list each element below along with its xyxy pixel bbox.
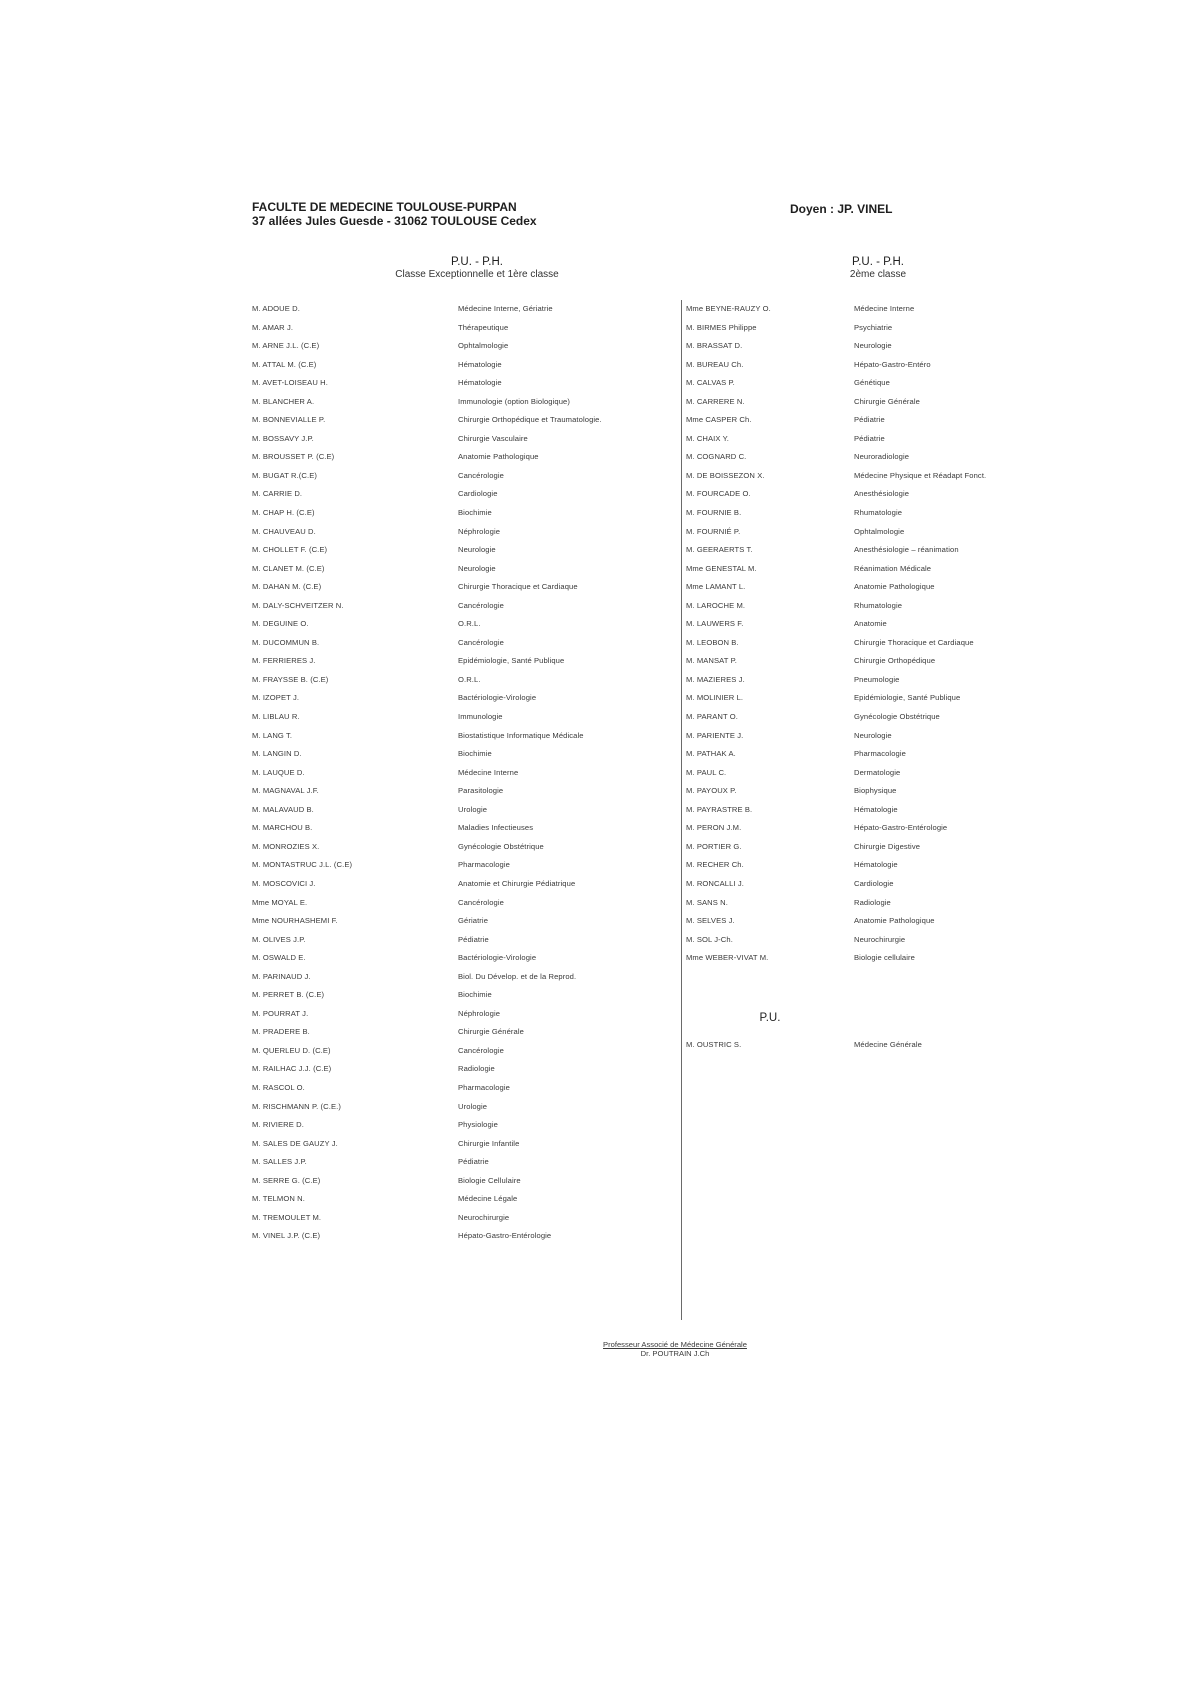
professor-name: M. SERRE G. (C.E) xyxy=(252,1175,321,1185)
faculty-row xyxy=(252,1231,672,1250)
specialty: Immunologie (option Biologique) xyxy=(458,396,571,406)
specialty: Hépato-Gastro-Entérologie xyxy=(854,823,948,833)
specialty: Biostatistique Informatique Médicale xyxy=(458,730,584,740)
specialty: Thérapeutique xyxy=(458,322,509,332)
faculty-row xyxy=(686,916,1086,935)
professor-name: M. MOSCOVICI J. xyxy=(252,878,316,888)
specialty: Pharmacologie xyxy=(458,1082,510,1092)
professor-name: M. MAGNAVAL J.F. xyxy=(252,786,319,796)
professor-name: M. FRAYSSE B. (C.E) xyxy=(252,674,329,684)
professor-name: M. ATTAL M. (C.E) xyxy=(252,359,317,369)
professor-name: M. LAUWERS F. xyxy=(686,619,744,629)
faculty-row xyxy=(686,842,1086,861)
professor-name: M. PAYOUX P. xyxy=(686,786,737,796)
specialty: Urologie xyxy=(458,804,488,814)
faculty-row xyxy=(252,1139,672,1158)
faculty-row xyxy=(252,693,672,712)
faculty-row xyxy=(686,805,1086,824)
faculty-row xyxy=(252,1194,672,1213)
professor-name: M. DAHAN M. (C.E) xyxy=(252,582,322,592)
professor-name: M. COGNARD C. xyxy=(686,452,747,462)
faculty-row xyxy=(686,860,1086,879)
specialty: Pneumologie xyxy=(854,674,900,684)
specialty: Bactériologie-Virologie xyxy=(458,953,537,963)
professor-name: M. LAROCHE M. xyxy=(686,600,746,610)
specialty: Maladies Infectieuses xyxy=(458,823,534,833)
specialty: Hématologie xyxy=(458,378,502,388)
faculty-row xyxy=(252,471,672,490)
specialty: O.R.L. xyxy=(458,674,481,684)
column-divider xyxy=(681,300,682,1320)
faculty-row xyxy=(252,452,672,471)
specialty: Biologie Cellulaire xyxy=(458,1175,521,1185)
faculty-row xyxy=(252,1009,672,1028)
professor-name: M. MALAVAUD B. xyxy=(252,804,314,814)
specialty: Chirurgie Infantile xyxy=(458,1138,520,1148)
faculty-row xyxy=(252,1213,672,1232)
professor-name: M. RISCHMANN P. (C.E.) xyxy=(252,1101,341,1111)
specialty: Gynécologie Obstétrique xyxy=(854,712,940,722)
specialty: Anatomie Pathologique xyxy=(854,916,935,926)
professor-name: M. BIRMES Philippe xyxy=(686,322,757,332)
professor-name: Mme LAMANT L. xyxy=(686,582,746,592)
specialty: Anesthésiologie xyxy=(854,489,910,499)
specialty: Pédiatrie xyxy=(854,433,885,443)
specialty: Parasitologie xyxy=(458,786,504,796)
professor-name: M. OSWALD E. xyxy=(252,953,306,963)
specialty: Médecine Interne xyxy=(458,767,519,777)
specialty: Dermatologie xyxy=(854,767,901,777)
faculty-row xyxy=(252,545,672,564)
faculty-row xyxy=(686,656,1086,675)
faculty-row xyxy=(686,304,1086,323)
professor-name: M. PATHAK A. xyxy=(686,749,736,759)
specialty: Ophtalmologie xyxy=(854,526,905,536)
faculty-row xyxy=(686,508,1086,527)
specialty: Hépato-Gastro-Entérologie xyxy=(458,1231,552,1241)
faculty-row xyxy=(686,786,1086,805)
left-section-title: P.U. - P.H. xyxy=(451,256,503,268)
professor-name: M. MAZIERES J. xyxy=(686,674,745,684)
specialty: Anatomie et Chirurgie Pédiatrique xyxy=(458,878,576,888)
specialty: Médecine Interne xyxy=(854,304,915,313)
professor-name: M. SOL J-Ch. xyxy=(686,934,733,944)
specialty: Chirurgie Générale xyxy=(854,396,920,406)
specialty: Médecine Physique et Réadapt Fonct. xyxy=(854,470,987,480)
professor-name: M. ARNE J.L. (C.E) xyxy=(252,341,320,351)
faculty-row xyxy=(686,675,1086,694)
faculty-row xyxy=(252,898,672,917)
specialty: Neurologie xyxy=(458,545,496,555)
faculty-row xyxy=(252,601,672,620)
professor-name: M. RIVIERE D. xyxy=(252,1120,304,1130)
faculty-row xyxy=(252,916,672,935)
professor-name: M. ADOUE D. xyxy=(252,304,300,313)
professor-name: M. CARRIE D. xyxy=(252,489,303,499)
faculty-row xyxy=(252,1176,672,1195)
specialty: Médecine Interne, Gériatrie xyxy=(458,304,553,313)
specialty: Radiologie xyxy=(458,1064,495,1074)
specialty: Hématologie xyxy=(458,359,502,369)
specialty: Cancérologie xyxy=(458,600,504,610)
specialty: Rhumatologie xyxy=(854,600,903,610)
faculty-row xyxy=(252,1102,672,1121)
specialty: Pédiatrie xyxy=(854,415,885,425)
professor-name: M. CALVAS P. xyxy=(686,378,735,388)
faculty-row xyxy=(252,953,672,972)
specialty: Réanimation Médicale xyxy=(854,563,932,573)
professor-name: M. BONNEVIALLE P. xyxy=(252,415,326,425)
professor-name: M. VINEL J.P. (C.E) xyxy=(252,1231,321,1241)
faculty-header xyxy=(252,200,537,228)
professor-name: M. MARCHOU B. xyxy=(252,823,313,833)
specialty: Neurologie xyxy=(458,563,496,573)
faculty-row xyxy=(252,749,672,768)
professor-name: M. LANGIN D. xyxy=(252,749,302,759)
professor-name: Mme CASPER Ch. xyxy=(686,415,752,425)
faculty-row xyxy=(686,489,1086,508)
professor-name: M. BOSSAVY J.P. xyxy=(252,433,314,443)
professor-name: M. MOLINIER L. xyxy=(686,693,744,703)
faculty-row xyxy=(252,527,672,546)
faculty-row xyxy=(252,619,672,638)
faculty-row xyxy=(686,768,1086,787)
right-section-title: P.U. - P.H. xyxy=(852,256,904,268)
professor-name: M. LEOBON B. xyxy=(686,637,739,647)
professor-name: M. AVET-LOISEAU H. xyxy=(252,378,328,388)
specialty: Chirurgie Digestive xyxy=(854,841,921,851)
faculty-row xyxy=(686,1040,1086,1059)
professor-name: M. GEERAERTS T. xyxy=(686,545,753,555)
professor-name: M. RONCALLI J. xyxy=(686,878,744,888)
specialty: Biol. Du Dévelop. et de la Reprod. xyxy=(458,971,577,981)
faculty-row xyxy=(252,990,672,1009)
specialty: Biochimie xyxy=(458,990,492,1000)
faculty-row xyxy=(686,323,1086,342)
faculty-row xyxy=(686,879,1086,898)
faculty-row xyxy=(252,1083,672,1102)
specialty: O.R.L. xyxy=(458,619,481,629)
specialty: Neurochirurgie xyxy=(458,1212,510,1222)
specialty: Neurologie xyxy=(854,341,892,351)
faculty-row xyxy=(252,489,672,508)
left-faculty-list xyxy=(252,304,672,1250)
professor-name: M. PORTIER G. xyxy=(686,841,742,851)
specialty: Pharmacologie xyxy=(458,860,510,870)
specialty: Chirurgie Orthopédique xyxy=(854,656,936,666)
dean-label: Doyen : JP. VINEL xyxy=(790,202,893,216)
specialty: Chirurgie Thoracique et Cardiaque xyxy=(458,582,578,592)
professor-name: M. SALLES J.P. xyxy=(252,1157,307,1167)
faculty-row xyxy=(686,898,1086,917)
specialty: Neuroradiologie xyxy=(854,452,910,462)
specialty: Cancérologie xyxy=(458,897,504,907)
specialty: Pharmacologie xyxy=(854,749,906,759)
faculty-name: FACULTE DE MEDECINE TOULOUSE-PURPAN xyxy=(252,200,517,214)
faculty-row xyxy=(252,1027,672,1046)
specialty: Chirurgie Générale xyxy=(458,1027,524,1037)
professor-name: M. PAUL C. xyxy=(686,767,727,777)
right-faculty-list xyxy=(686,304,1086,972)
professor-name: M. PERRET B. (C.E) xyxy=(252,990,325,1000)
specialty: Anatomie Pathologique xyxy=(458,452,539,462)
professor-name: M. IZOPET J. xyxy=(252,693,300,703)
specialty: Neurologie xyxy=(854,730,892,740)
specialty: Néphrologie xyxy=(458,526,501,536)
faculty-row xyxy=(686,397,1086,416)
pu-faculty-list xyxy=(686,1040,1086,1059)
faculty-row xyxy=(252,638,672,657)
faculty-row xyxy=(686,471,1086,490)
specialty: Urologie xyxy=(458,1101,488,1111)
professor-name: M. MONTASTRUC J.L. (C.E) xyxy=(252,860,353,870)
professor-name: M. SALES DE GAUZY J. xyxy=(252,1138,338,1148)
professor-name: M. PERON J.M. xyxy=(686,823,742,833)
faculty-row xyxy=(252,768,672,787)
professor-name: M. FOURNIE B. xyxy=(686,508,742,518)
faculty-row xyxy=(252,564,672,583)
professor-name: M. LIBLAU R. xyxy=(252,712,300,722)
left-section-heading xyxy=(372,256,582,281)
specialty: Néphrologie xyxy=(458,1008,501,1018)
faculty-row xyxy=(686,378,1086,397)
specialty: Biochimie xyxy=(458,508,492,518)
professor-name: M. CHAUVEAU D. xyxy=(252,526,316,536)
professor-name: M. BUREAU Ch. xyxy=(686,359,744,369)
faculty-row xyxy=(252,378,672,397)
professor-name: M. PARINAUD J. xyxy=(252,971,311,981)
specialty: Epidémiologie, Santé Publique xyxy=(854,693,961,703)
specialty: Cardiologie xyxy=(854,878,894,888)
faculty-row xyxy=(252,786,672,805)
faculty-row xyxy=(686,434,1086,453)
right-section-heading xyxy=(838,256,918,281)
faculty-row xyxy=(686,452,1086,471)
faculty-row xyxy=(686,601,1086,620)
footer-note xyxy=(520,1340,830,1358)
faculty-row xyxy=(252,397,672,416)
specialty: Gériatrie xyxy=(458,916,489,926)
specialty: Cancérologie xyxy=(458,637,504,647)
faculty-row xyxy=(252,972,672,991)
specialty: Biologie cellulaire xyxy=(854,953,915,963)
professor-name: M. POURRAT J. xyxy=(252,1008,309,1018)
specialty: Radiologie xyxy=(854,897,891,907)
professor-name: M. DEGUINE O. xyxy=(252,619,309,629)
professor-name: M. CLANET M. (C.E) xyxy=(252,563,325,573)
professor-name: Mme NOURHASHEMI F. xyxy=(252,916,338,926)
professor-name: M. CHAIX Y. xyxy=(686,433,730,443)
specialty: Physiologie xyxy=(458,1120,498,1130)
specialty: Epidémiologie, Santé Publique xyxy=(458,656,565,666)
specialty: Chirurgie Thoracique et Cardiaque xyxy=(854,637,974,647)
specialty: Chirurgie Vasculaire xyxy=(458,433,528,443)
faculty-row xyxy=(252,1064,672,1083)
right-section-subtitle: 2ème classe xyxy=(849,269,907,280)
faculty-row xyxy=(686,619,1086,638)
pu-section-heading xyxy=(740,1012,800,1025)
faculty-row xyxy=(686,527,1086,546)
professor-name: M. BROUSSET P. (C.E) xyxy=(252,452,335,462)
faculty-row xyxy=(686,953,1086,972)
professor-name: M. LAUQUE D. xyxy=(252,767,305,777)
professor-name: M. PAYRASTRE B. xyxy=(686,804,753,814)
professor-name: M. RECHER Ch. xyxy=(686,860,744,870)
professor-name: M. MONROZIES X. xyxy=(252,841,320,851)
specialty: Cardiologie xyxy=(458,489,498,499)
left-section-subtitle: Classe Exceptionnelle et 1ère classe xyxy=(395,269,559,280)
professor-name: M. DALY-SCHVEITZER N. xyxy=(252,600,344,610)
specialty: Bactériologie-Virologie xyxy=(458,693,537,703)
professor-name: Mme WEBER-VIVAT M. xyxy=(686,953,769,963)
footer-name: Dr. POUTRAIN J.Ch xyxy=(640,1349,710,1358)
professor-name: M. SELVES J. xyxy=(686,916,735,926)
specialty: Biochimie xyxy=(458,749,492,759)
faculty-row xyxy=(252,860,672,879)
professor-name: M. QUERLEU D. (C.E) xyxy=(252,1045,331,1055)
specialty: Anesthésiologie – réanimation xyxy=(854,545,959,555)
specialty: Neurochirurgie xyxy=(854,934,906,944)
professor-name: M. CARRERE N. xyxy=(686,396,745,406)
professor-name: M. FOURCADE O. xyxy=(686,489,751,499)
specialty: Anatomie Pathologique xyxy=(854,582,935,592)
faculty-row xyxy=(686,731,1086,750)
specialty: Hématologie xyxy=(854,804,898,814)
professor-name: M. PARANT O. xyxy=(686,712,738,722)
professor-name: Mme BEYNE-RAUZY O. xyxy=(686,304,771,313)
specialty: Ophtalmologie xyxy=(458,341,509,351)
faculty-row xyxy=(252,304,672,323)
specialty: Médecine Légale xyxy=(458,1194,518,1204)
faculty-row xyxy=(686,712,1086,731)
faculty-row xyxy=(252,935,672,954)
specialty: Gynécologie Obstétrique xyxy=(458,841,544,851)
specialty: Pédiatrie xyxy=(458,934,489,944)
professor-name: M. RAILHAC J.J. (C.E) xyxy=(252,1064,332,1074)
faculty-row xyxy=(686,749,1086,768)
faculty-row xyxy=(252,582,672,601)
professor-name: M. BLANCHER A. xyxy=(252,396,315,406)
faculty-row xyxy=(252,323,672,342)
faculty-row xyxy=(252,712,672,731)
professor-name: M. LANG T. xyxy=(252,730,293,740)
professor-name: M. BRASSAT D. xyxy=(686,341,743,351)
faculty-row xyxy=(252,415,672,434)
faculty-row xyxy=(686,823,1086,842)
specialty: Cancérologie xyxy=(458,470,504,480)
faculty-row xyxy=(686,638,1086,657)
specialty: Psychiatrie xyxy=(854,322,893,332)
faculty-row xyxy=(252,879,672,898)
faculty-row xyxy=(252,1157,672,1176)
faculty-row xyxy=(252,805,672,824)
faculty-row xyxy=(252,1120,672,1139)
professor-name: M. TREMOULET M. xyxy=(252,1212,322,1222)
faculty-row xyxy=(252,656,672,675)
faculty-row xyxy=(686,693,1086,712)
footer-title: Professeur Associé de Médecine Générale xyxy=(603,1340,747,1349)
faculty-row xyxy=(252,360,672,379)
specialty: Biophysique xyxy=(854,786,897,796)
specialty: Pédiatrie xyxy=(458,1157,489,1167)
specialty: Hépato-Gastro-Entéro xyxy=(854,359,931,369)
professor-name: M. DUCOMMUN B. xyxy=(252,637,320,647)
professor-name: M. DE BOISSEZON X. xyxy=(686,470,765,480)
professor-name: Mme MOYAL E. xyxy=(252,897,308,907)
professor-name: M. TELMON N. xyxy=(252,1194,305,1204)
professor-name: M. CHOLLET F. (C.E) xyxy=(252,545,328,555)
professor-name: M. MANSAT P. xyxy=(686,656,737,666)
faculty-row xyxy=(686,935,1086,954)
faculty-row xyxy=(686,582,1086,601)
professor-name: M. FERRIERES J. xyxy=(252,656,316,666)
specialty: Médecine Générale xyxy=(854,1040,922,1049)
professor-name: M. CHAP H. (C.E) xyxy=(252,508,315,518)
faculty-row xyxy=(686,360,1086,379)
faculty-row xyxy=(252,675,672,694)
faculty-row xyxy=(686,564,1086,583)
faculty-row xyxy=(252,1046,672,1065)
faculty-row xyxy=(252,842,672,861)
specialty: Immunologie xyxy=(458,712,503,722)
faculty-address: 37 allées Jules Guesde - 31062 TOULOUSE Cedex xyxy=(252,214,537,228)
professor-name: M. OUSTRIC S. xyxy=(686,1040,742,1049)
professor-name: M. OLIVES J.P. xyxy=(252,934,306,944)
faculty-row xyxy=(686,415,1086,434)
faculty-row xyxy=(252,341,672,360)
pu-section-title: P.U. xyxy=(759,1012,781,1024)
specialty: Cancérologie xyxy=(458,1045,504,1055)
professor-name: M. AMAR J. xyxy=(252,322,294,332)
professor-name: M. RASCOL O. xyxy=(252,1082,305,1092)
professor-name: M. PARIENTE J. xyxy=(686,730,744,740)
specialty: Chirurgie Orthopédique et Traumatologie. xyxy=(458,415,602,425)
professor-name: M. FOURNIÉ P. xyxy=(686,526,741,536)
professor-name: M. SANS N. xyxy=(686,897,728,907)
faculty-row xyxy=(686,545,1086,564)
specialty: Hématologie xyxy=(854,860,898,870)
faculty-row xyxy=(252,434,672,453)
faculty-row xyxy=(686,341,1086,360)
professor-name: M. BUGAT R.(C.E) xyxy=(252,470,318,480)
specialty: Anatomie xyxy=(854,619,887,629)
specialty: Génétique xyxy=(854,378,890,388)
faculty-row xyxy=(252,508,672,527)
faculty-row xyxy=(252,823,672,842)
professor-name: Mme GENESTAL M. xyxy=(686,563,757,573)
specialty: Rhumatologie xyxy=(854,508,903,518)
professor-name: M. PRADERE B. xyxy=(252,1027,310,1037)
faculty-row xyxy=(252,731,672,750)
